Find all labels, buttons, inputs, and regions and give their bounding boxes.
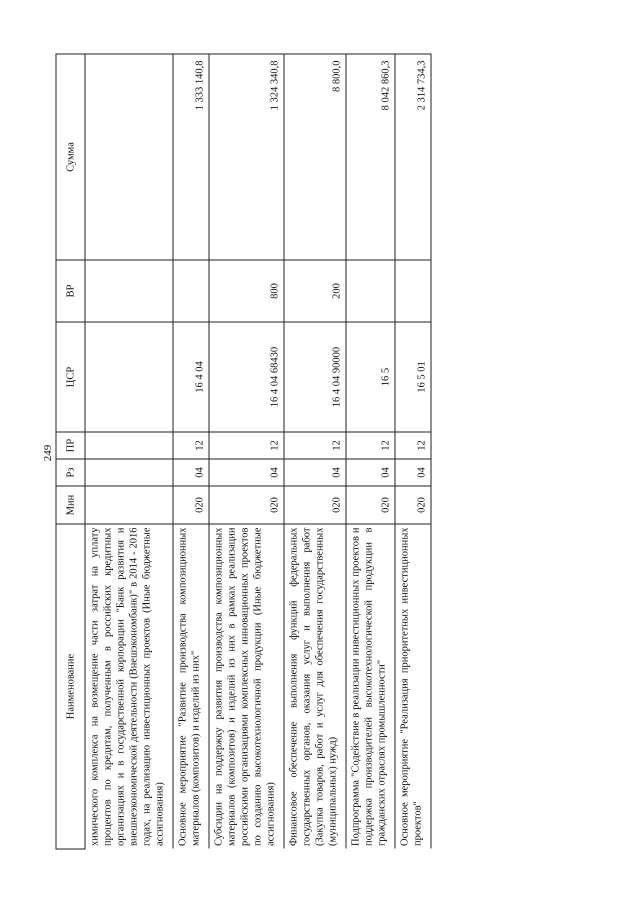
header-min: Мин — [56, 486, 85, 524]
header-sum: Сумма — [56, 54, 85, 260]
row-rz — [85, 459, 173, 486]
row-vr — [85, 260, 173, 322]
row-name: Субсидии на поддержку развития производства композиционных материалов (композитов) и изделий из них в рамках реализации российскими организациями комплексных инновационных проектов по созданию высокотехнологичной продукции (Иные бюджетные ассигнования) — [209, 524, 284, 849]
table-header-row — [56, 54, 85, 849]
row-sum: 2 314 734,3 — [395, 54, 431, 260]
row-vr: 200 — [284, 260, 346, 322]
row-csr: 16 4 04 68430 — [209, 322, 284, 432]
row-min: 020 — [346, 486, 395, 524]
row-sum: 1 333 140,8 — [173, 54, 209, 260]
row-name: химического комплекса на возмещение части затрат на уплату процентов по кредитам, полученным в российских кредитных организациях и в государственной корпорации "Банк развития и внешнеэкономической деятельности (Внешэкономбанк)" в 2014 - 2016 годах, на реализацию инвестиционных проектов (Иные бюджетные ассигнования) — [85, 524, 173, 849]
row-pr — [85, 432, 173, 459]
header-csr: ЦСР — [56, 322, 85, 432]
row-pr: 12 — [395, 432, 431, 459]
row-name: Финансовое обеспечение выполнения функций федеральных государственных органов, оказания услуг и выполнения работ (Закупка товаров, работ и услуг для обеспечения государственных (муниципальных) нужд) — [284, 524, 346, 849]
row-vr — [346, 260, 395, 322]
table-row — [85, 54, 173, 849]
row-rz: 04 — [346, 459, 395, 486]
table-row — [209, 54, 284, 849]
document-table-frame — [55, 55, 585, 850]
row-min: 020 — [173, 486, 209, 524]
budget-table — [55, 54, 431, 850]
row-pr: 12 — [173, 432, 209, 459]
row-rz: 04 — [395, 459, 431, 486]
row-vr — [173, 260, 209, 322]
row-name: Основное мероприятие "Реализация приоритетных инвестиционных проектов" — [395, 524, 431, 849]
row-csr — [85, 322, 173, 432]
header-name: Наименование — [56, 524, 85, 849]
row-sum: 1 324 340,8 — [209, 54, 284, 260]
row-csr: 16 4 04 — [173, 322, 209, 432]
row-csr: 16 5 — [346, 322, 395, 432]
row-pr: 12 — [284, 432, 346, 459]
header-vr: ВР — [56, 260, 85, 322]
row-rz: 04 — [284, 459, 346, 486]
row-sum: 8 042 860,3 — [346, 54, 395, 260]
row-rz: 04 — [173, 459, 209, 486]
header-rz: Рз — [56, 459, 85, 486]
row-rz: 04 — [209, 459, 284, 486]
row-min: 020 — [395, 486, 431, 524]
row-csr: 16 5 01 — [395, 322, 431, 432]
row-vr: 800 — [209, 260, 284, 322]
row-vr — [395, 260, 431, 322]
row-name: Основное мероприятие "Развитие производства композиционных материалов (композитов) и изделий из них" — [173, 524, 209, 849]
table-row — [284, 54, 346, 849]
row-csr: 16 4 04 90000 — [284, 322, 346, 432]
header-pr: ПР — [56, 432, 85, 459]
row-min: 020 — [209, 486, 284, 524]
page-number: 249 — [42, 444, 54, 462]
table-row — [173, 54, 209, 849]
row-min: 020 — [284, 486, 346, 524]
row-sum — [85, 54, 173, 260]
row-name: Подпрограмма "Содействие в реализации инвестиционных проектов и поддержка производителей высокотехнологической продукции в гражданских отраслях промышленности" — [346, 524, 395, 849]
table-row — [346, 54, 395, 849]
row-pr: 12 — [209, 432, 284, 459]
table-row — [395, 54, 431, 849]
row-min — [85, 486, 173, 524]
row-sum: 8 800,0 — [284, 54, 346, 260]
row-pr: 12 — [346, 432, 395, 459]
